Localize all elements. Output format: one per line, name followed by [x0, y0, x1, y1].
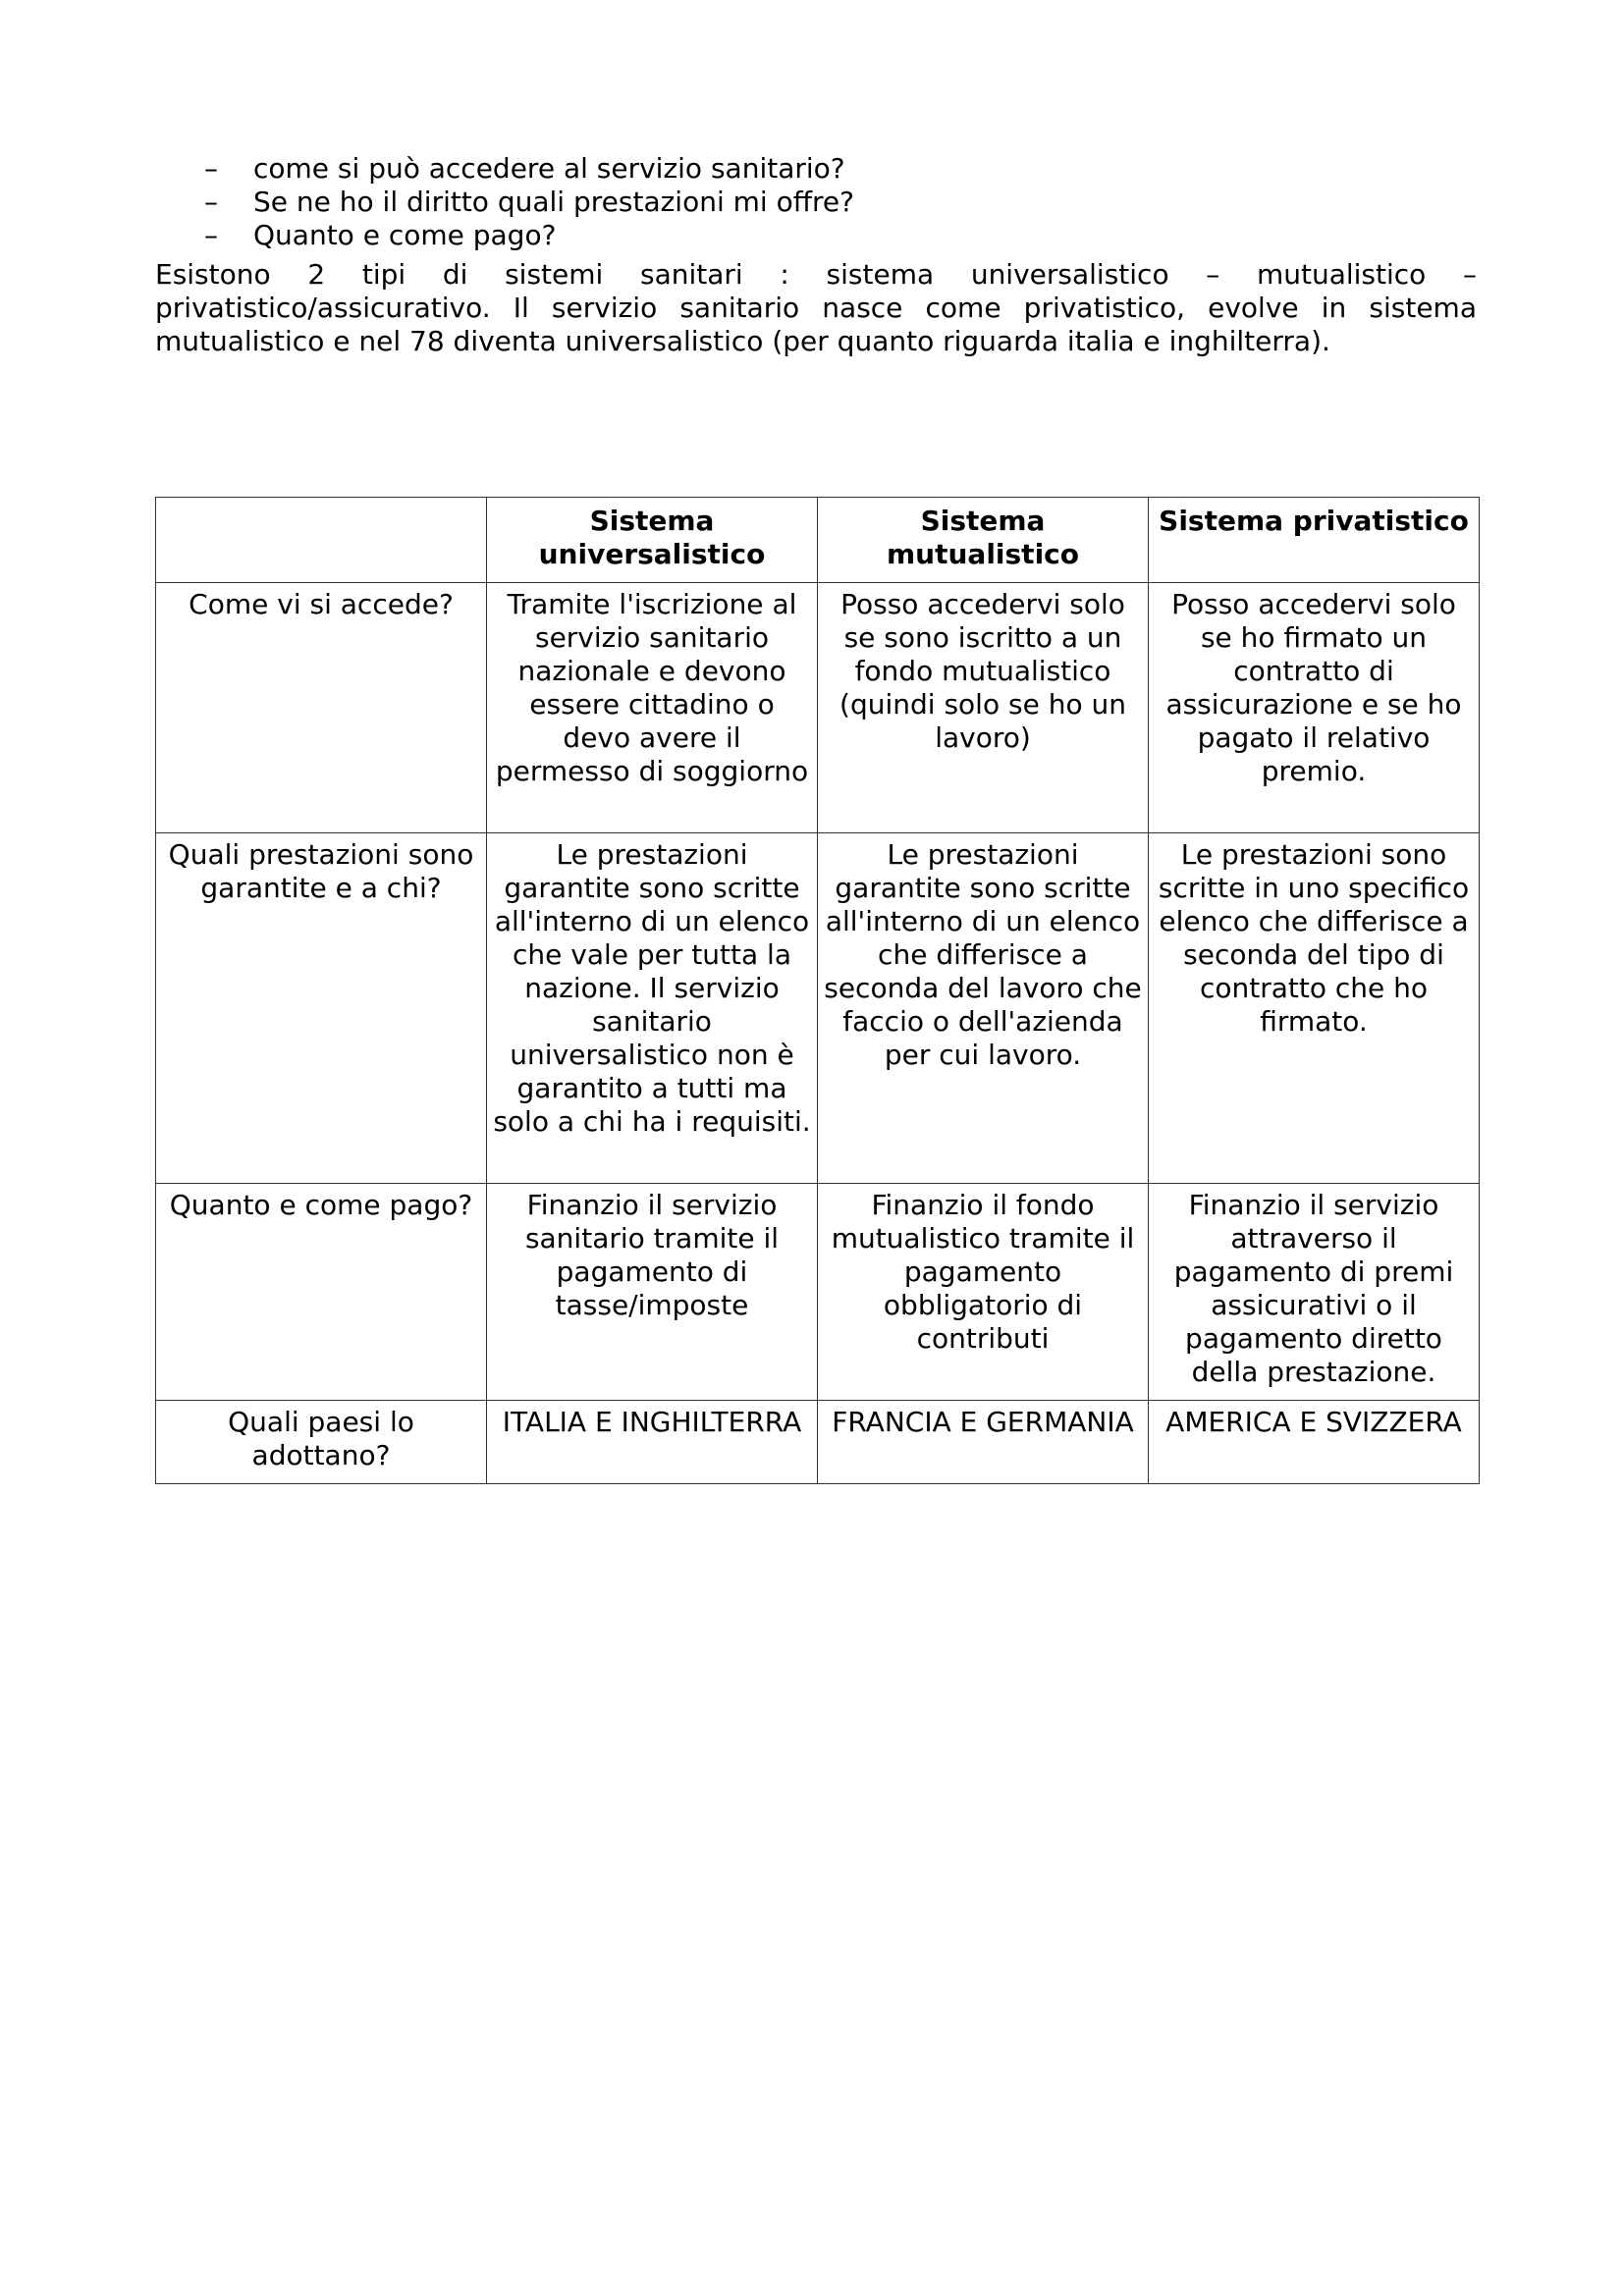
intro-paragraph: Esistono 2 tipi di sistemi sanitari : sistema universalistico – mutualistico – privatistico/assicurativo. Il servizio sanitario nasce come privatistico, evolve in sistema mutualistico e nel 78 diventa universalistico (per quanto riguarda italia e inghilterra).: [155, 258, 1477, 357]
cell-universalistico: ITALIA E INGHILTERRA: [487, 1401, 818, 1484]
cell-universalistico: Finanzio il servizio sanitario tramite il pagamento di tasse/imposte: [487, 1184, 818, 1401]
cell-privatistico: Le prestazioni sono scritte in uno specifico elenco che differisce a seconda del tipo di contratto che ho firmato.: [1149, 833, 1480, 1184]
cell-mutualistico: Posso accedervi solo se sono iscritto a un fondo mutualistico (quindi solo se ho un lavoro): [818, 583, 1149, 833]
cell-universalistico: Tramite l'iscrizione al servizio sanitario nazionale e devono essere cittadino o devo avere il permesso di soggiorno: [487, 583, 818, 833]
list-item-text: Quanto e come pago?: [253, 219, 557, 251]
row-label: Quali paesi lo adottano?: [156, 1401, 487, 1484]
row-label: Quanto e come pago?: [156, 1184, 487, 1401]
header-mutualistico: Sistema mutualistico: [818, 498, 1149, 583]
list-item: [204, 186, 1481, 219]
table-row: [156, 1184, 1480, 1401]
cell-privatistico: Posso accedervi solo se ho firmato un contratto di assicurazione e se ho pagato il relativo premio.: [1149, 583, 1480, 833]
header-empty-cell: [156, 498, 487, 583]
cell-privatistico: AMERICA E SVIZZERA: [1149, 1401, 1480, 1484]
cell-privatistico: Finanzio il servizio attraverso il pagamento di premi assicurativi o il pagamento diretto della prestazione.: [1149, 1184, 1480, 1401]
table-row: [156, 1401, 1480, 1484]
header-universalistico: Sistema universalistico: [487, 498, 818, 583]
header-privatistico: Sistema privatistico: [1149, 498, 1480, 583]
table-header-row: [156, 498, 1480, 583]
list-item: [204, 219, 1481, 252]
cell-universalistico: Le prestazioni garantite sono scritte all'interno di un elenco che vale per tutta la nazione. Il servizio sanitario universalistico non è garantito a tutti ma solo a chi ha i requisiti.: [487, 833, 818, 1184]
cell-mutualistico: Le prestazioni garantite sono scritte all'interno di un elenco che differisce a seconda del lavoro che faccio o dell'azienda per cui lavoro.: [818, 833, 1149, 1184]
list-item: [204, 152, 1481, 186]
dash-bullet: –: [204, 186, 218, 218]
cell-mutualistico: FRANCIA E GERMANIA: [818, 1401, 1149, 1484]
cell-mutualistico: Finanzio il fondo mutualistico tramite il pagamento obbligatorio di contributi: [818, 1184, 1149, 1401]
question-list: [204, 152, 1481, 252]
row-label: Quali prestazioni sono garantite e a chi?: [156, 833, 487, 1184]
dash-bullet: –: [204, 152, 218, 185]
health-systems-table: [155, 497, 1480, 1484]
dash-bullet: –: [204, 219, 218, 251]
list-item-text: Se ne ho il diritto quali prestazioni mi offre?: [253, 186, 854, 218]
row-label: Come vi si accede?: [156, 583, 487, 833]
table-row: [156, 833, 1480, 1184]
table-row: [156, 583, 1480, 833]
list-item-text: come si può accedere al servizio sanitario?: [253, 152, 845, 185]
